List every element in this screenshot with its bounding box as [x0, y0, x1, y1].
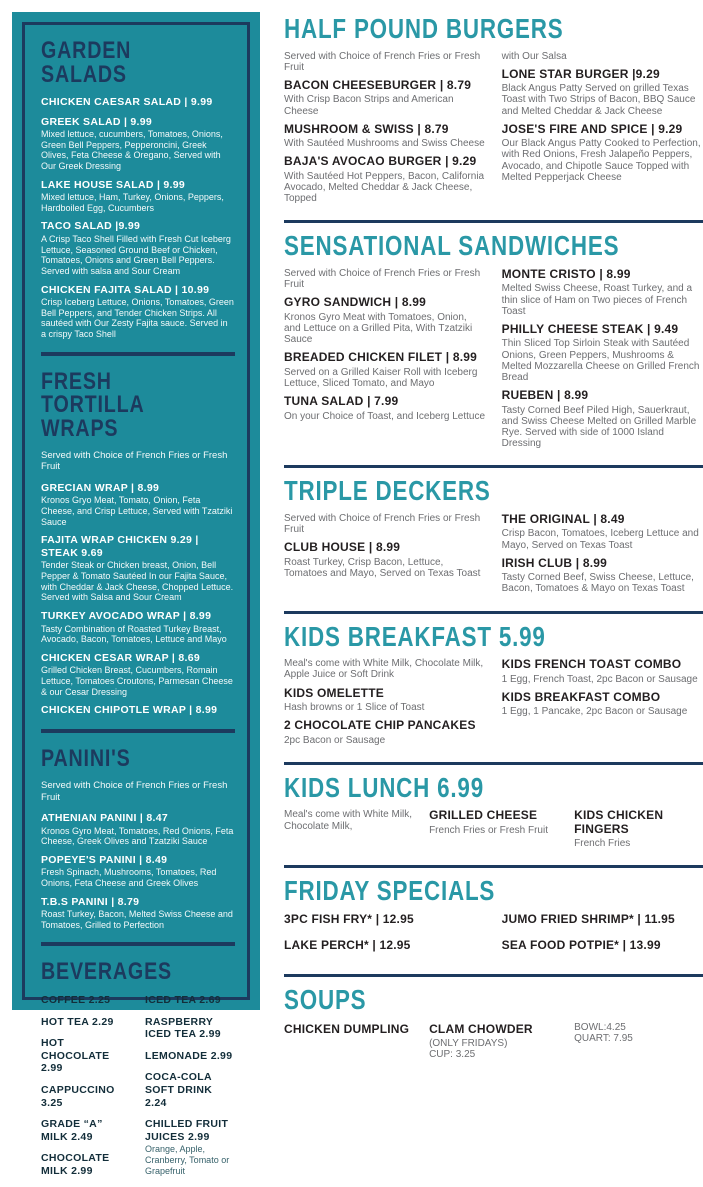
menu-section-soups — [284, 974, 703, 1072]
menu-item — [41, 1037, 131, 1075]
menu-item-name: GRILLED CHEESE — [429, 808, 538, 823]
menu-item-desc: Meal's come with White Milk, Chocolate Milk, — [284, 809, 413, 832]
menu-item-desc: Crisp Bacon, Tomatoes, Iceberg Lettuce and Mayo, Served on Texas Toast — [501, 528, 699, 551]
menu-item-desc: With Crisp Bacon Strips and American Cheese — [284, 94, 454, 117]
menu-item-name: RASPBERRY ICED TEA 2.99 — [145, 1015, 221, 1041]
column-2 — [502, 913, 703, 964]
menu-item — [284, 296, 486, 345]
section-heading-soups: SOUPS — [284, 983, 367, 1015]
menu-item — [41, 1084, 131, 1109]
menu-item-desc: 1 Egg, 1 Pancake, 2pc Bacon or Sausage — [501, 706, 688, 718]
menu-item — [284, 658, 486, 680]
menu-item-name: LEMONADE 2.99 — [145, 1049, 233, 1062]
menu-item — [41, 220, 235, 276]
right-sections-container — [284, 13, 703, 1072]
right-column — [284, 12, 703, 1061]
menu-item-name: CHILLED FRUIT JUICES 2.99 — [145, 1118, 229, 1143]
column-1 — [41, 994, 131, 1187]
menu-item-desc: Roast Turkey, Crisp Bacon, Lettuce, Tomatoes and Mayo, Served on Texas Toast — [284, 556, 481, 579]
menu-item-desc: Orange, Apple, Cranberry, Tomato or Grapefruit — [145, 1144, 230, 1176]
menu-item-name: CAPPUCCINO 3.25 — [41, 1083, 115, 1109]
menu-item-name: MONTE CRISTO | 8.99 — [501, 267, 631, 281]
menu-item — [145, 1016, 235, 1041]
menu-item — [41, 896, 235, 931]
menu-section-paninis — [41, 729, 235, 931]
menu-item-name: KIDS FRENCH TOAST COMBO — [501, 657, 682, 672]
menu-item-desc: with Our Salsa — [501, 50, 567, 62]
menu-item-desc: Tasty Combination of Roasted Turkey Breast, Avocado, Bacon, Tomatoes, Lettuce and Mayo — [41, 623, 227, 645]
menu-item — [502, 691, 703, 718]
menu-item — [284, 809, 413, 831]
section-intro: Served with Choice of French Fries or Fresh Fruit — [41, 780, 228, 803]
menu-item-desc: Tasty Corned Beef Piled High, Sauerkraut, and Swiss Cheese Melted on Grilled Marble Rye. Served with side of 1000 Island Dressing — [501, 404, 697, 450]
menu-item — [502, 123, 703, 183]
menu-item-name: BAJA'S AVOCAO BURGER | 9.29 — [284, 154, 477, 169]
column-2 — [429, 809, 558, 855]
menu-item — [41, 284, 235, 340]
menu-item-desc: Mixed lettuce, Ham, Turkey, Onions, Peppers, Hardboiled Egg, Cucumbers — [41, 192, 224, 213]
menu-item-desc: Melted Swiss Cheese, Roast Turkey, and a thin slice of Ham on Two pieces of French Toast — [501, 283, 693, 317]
menu-item-desc: Served with Choice of French Fries or Fresh Fruit — [284, 268, 481, 291]
section-columns — [284, 268, 703, 455]
menu-item — [502, 389, 703, 449]
menu-item-name: GYRO SANDWICH | 8.99 — [284, 295, 427, 310]
menu-item — [41, 1152, 131, 1177]
menu-item-desc: A Crisp Taco Shell Filled with Fresh Cut Iceberg Lettuce, Seasoned Ground Beef or Chicken, Tomatoes, Onions and Green Bell Peppers. Served with salsa and Sour Cream — [41, 234, 231, 276]
column-2 — [145, 994, 235, 1187]
menu-item-desc: Thin Sliced Top Sirloin Steak with Sautéed Onions, Green Peppers, Mushrooms & Melted Mozzarella Cheese on Grilled French Bread — [501, 338, 700, 383]
column-3 — [574, 809, 703, 855]
menu-item-name: 3PC FISH FRY* | 12.95 — [284, 912, 414, 927]
menu-item-desc: Kronos Gyro Meat, Tomatoes, Red Onions, Feta Cheese, Greek Olives and Tzatziki Sauce — [41, 825, 234, 847]
menu-item — [502, 557, 703, 595]
menu-item-name: CHICKEN FAJITA SALAD | 10.99 — [41, 283, 210, 296]
section-intro: Served with Choice of French Fries or Fresh Fruit — [41, 450, 228, 473]
column-3 — [574, 1022, 703, 1067]
section-heading-half-pound-burgers: HALF POUND BURGERS — [284, 13, 564, 44]
menu-item — [502, 513, 703, 551]
menu-item — [145, 1118, 235, 1176]
menu-item-name: CHICKEN DUMPLING — [284, 1021, 410, 1036]
section-heading-kids-breakfast: KIDS BREAKFAST 5.99 — [284, 620, 546, 652]
menu-item-name: GRECIAN WRAP | 8.99 — [41, 481, 160, 494]
menu-item — [284, 79, 486, 117]
menu-item-name: CHICKEN CHIPOTLE WRAP | 8.99 — [41, 704, 218, 717]
menu-item-desc: French Fries — [574, 838, 631, 850]
section-heading-kids-lunch: KIDS LUNCH 6.99 — [284, 771, 484, 803]
column-1 — [284, 809, 413, 855]
menu-item-name: ICED TEA 2.69 — [145, 993, 221, 1006]
menu-item — [41, 652, 235, 697]
menu-section-garden-salads — [41, 39, 235, 340]
menu-item-name: MUSHROOM & SWISS | 8.79 — [284, 121, 449, 136]
menu-item-desc: With Sautéed Hot Peppers, Bacon, California Avocado, Melted Cheddar & Jack Cheese, Topped — [284, 170, 485, 205]
menu-item-desc: Meal's come with White Milk, Chocolate Milk, Apple Juice or Soft Drink — [284, 658, 484, 681]
menu-item-name: GRADE “A” MILK 2.49 — [41, 1118, 103, 1143]
menu-item-name: SEA FOOD POTPIE* | 13.99 — [501, 937, 661, 952]
menu-item-name: CHICKEN CESAR WRAP | 8.69 — [41, 651, 201, 664]
menu-item — [284, 913, 486, 926]
menu-item-desc: Roast Turkey, Bacon, Melted Swiss Cheese and Tomatoes, Grilled to Perfection — [41, 909, 233, 930]
menu-item-desc: Served on a Grilled Kaiser Roll with Iceberg Lettuce, Sliced Tomato, and Mayo — [284, 366, 478, 389]
section-heading-garden-salads: GARDEN SALADS — [41, 37, 132, 88]
menu-section-friday-specials — [284, 865, 703, 969]
menu-item — [574, 1022, 703, 1044]
column-1 — [284, 268, 486, 455]
section-columns — [284, 658, 703, 752]
column-1 — [284, 1022, 413, 1067]
section-heading-fresh-tortilla-wraps: FRESH TORTILLA WRAPS — [41, 367, 144, 442]
section-columns — [284, 51, 703, 211]
column-2 — [502, 51, 703, 211]
column-1 — [284, 51, 486, 211]
menu-item — [41, 812, 235, 847]
panel-inner-border — [22, 22, 250, 1177]
menu-section-beverages — [41, 942, 235, 1186]
menu-item-name: COFFEE 2.25 — [41, 993, 111, 1006]
menu-item — [284, 351, 486, 389]
left-sections-container — [41, 39, 235, 1187]
menu-item-name: ATHENIAN PANINI | 8.47 — [41, 812, 169, 825]
menu-item-desc: French Fries or Fresh Fruit — [429, 824, 548, 836]
menu-item — [284, 51, 486, 73]
menu-item-name: CHICKEN CAESAR SALAD | 9.99 — [41, 96, 213, 109]
menu-section-triple-deckers — [284, 465, 703, 606]
menu-item-name: KIDS BREAKFAST COMBO — [501, 689, 661, 704]
menu-item-name: HOT TEA 2.29 — [41, 1015, 114, 1028]
menu-item-name: POPEYE'S PANINI | 8.49 — [41, 853, 168, 866]
menu-section-kids-lunch — [284, 762, 703, 862]
menu-item — [284, 541, 486, 579]
menu-item — [41, 1118, 131, 1143]
section-heading-paninis: PANINI'S — [41, 744, 131, 772]
menu-item — [284, 719, 486, 746]
menu-item-desc: Tender Steak or Chicken breast, Onion, Bell Pepper & Tomato Sautéed In our Fajita Sauce, with Cheddar & Jack Cheese, Chopped Lettuce. Served with Salsa and Sour Cream — [41, 560, 234, 603]
menu-section-fresh-tortilla-wraps — [41, 352, 235, 717]
menu-item — [284, 513, 486, 535]
menu-item-desc: Grilled Chicken Breast, Cucumbers, Romain Lettuce, Tomatoes Croutons, Parmesan Cheese & our Cesar Dressing — [41, 665, 233, 697]
menu-item-desc: On your Choice of Toast, and Iceberg Lettuce — [284, 410, 486, 422]
menu-item-name: TURKEY AVOCADO WRAP | 8.99 — [41, 609, 212, 622]
menu-item-name: CHOCOLATE MILK 2.99 — [41, 1152, 110, 1177]
menu-item — [41, 482, 235, 527]
column-2 — [502, 268, 703, 455]
menu-item — [41, 96, 235, 109]
section-columns — [284, 513, 703, 601]
menu-item — [145, 1050, 235, 1063]
menu-item-desc: Black Angus Patty Served on grilled Texas Toast with Two Strips of Bacon, BBQ Sauce and Melted Cheddar & Jack Cheese — [501, 83, 696, 117]
menu-item-name: 2 CHOCOLATE CHIP PANCAKES — [284, 718, 476, 733]
menu-item-name: COCA-COLA SOFT DRINK 2.24 — [145, 1071, 213, 1109]
section-heading-triple-deckers: TRIPLE DECKERS — [284, 475, 491, 507]
menu-item-name: T.B.S PANINI | 8.79 — [41, 895, 140, 908]
menu-item-name: THE ORIGINAL | 8.49 — [501, 511, 625, 526]
menu-section-sensational-sandwiches — [284, 220, 703, 461]
menu-item — [502, 268, 703, 317]
menu-item — [502, 913, 703, 926]
menu-item-desc: Served with Choice of French Fries or Fresh Fruit — [284, 512, 481, 536]
menu-item-name: PHILLY CHEESE STEAK | 9.49 — [501, 322, 679, 336]
menu-item — [41, 1016, 131, 1029]
menu-section-half-pound-burgers — [284, 13, 703, 216]
column-1 — [284, 913, 486, 964]
menu-item — [41, 854, 235, 889]
menu-item-name: TUNA SALAD | 7.99 — [284, 394, 399, 409]
menu-item-desc: (ONLY FRIDAYS) CUP: 3.25 — [429, 1037, 508, 1061]
menu-item-desc: Kronos Gryo Meat, Tomato, Onion, Feta Cheese, and Crisp Lettuce, Served with Tzatziki Sauce — [41, 495, 233, 527]
menu-item-desc: Kronos Gyro Meat with Tomatoes, Onion, and Lettuce on a Grilled Pita, With Tzatziki Sauce — [284, 311, 473, 346]
menu-item — [502, 68, 703, 117]
menu-item — [284, 268, 486, 290]
menu-item-name: CLUB HOUSE | 8.99 — [284, 540, 401, 555]
menu-item — [284, 939, 486, 952]
menu-item-name: BACON CHEESEBURGER | 8.79 — [284, 77, 472, 92]
menu-item — [41, 534, 235, 603]
menu-item — [41, 179, 235, 214]
menu-item-name: KIDS OMELETTE — [284, 685, 384, 700]
menu-item — [41, 610, 235, 645]
section-columns — [284, 809, 703, 855]
menu-item — [41, 704, 235, 717]
column-2 — [502, 513, 703, 601]
menu-item — [574, 809, 703, 849]
menu-item-desc: BOWL:4.25 QUART: 7.95 — [574, 1021, 633, 1044]
menu-item — [284, 687, 486, 714]
menu-item-name: TACO SALAD |9.99 — [41, 220, 141, 233]
menu-item-desc: Our Black Angus Patty Cooked to Perfection, with Red Onions, Fresh Jalapeño Peppers, Avocado, and Chipotle Sauce Topped with Melted Pepperjack Cheese — [501, 138, 701, 183]
menu-item-name: LONE STAR BURGER |9.29 — [501, 66, 660, 81]
menu-item-desc: Crisp Iceberg Lettuce, Onions, Tomatoes, Green Bell Peppers, and Tender Chicken Strips. All sautéed with Our Zesty Fajita sauce. Served in a crispy Taco Shell — [41, 297, 234, 339]
left-teal-panel — [12, 12, 260, 1177]
section-heading-beverages: BEVERAGES — [41, 958, 172, 986]
menu-item — [145, 994, 235, 1007]
menu-item-desc: With Sautéed Mushrooms and Swiss Cheese — [284, 138, 485, 150]
column-2 — [502, 658, 703, 752]
menu-item-name: KIDS CHICKEN FINGERS — [574, 808, 664, 836]
menu-item — [502, 323, 703, 383]
menu-item — [284, 1022, 413, 1036]
section-columns — [284, 913, 703, 964]
menu-item — [284, 155, 486, 204]
section-columns — [41, 994, 235, 1187]
menu-item-name: RUEBEN | 8.99 — [501, 388, 589, 403]
menu-item-name: LAKE PERCH* | 12.95 — [284, 937, 411, 952]
menu-item-name: HOT CHOCOLATE 2.99 — [41, 1037, 110, 1075]
menu-item-desc: Tasty Corned Beef, Swiss Cheese, Lettuce, Bacon, Tomatoes & Mayo on Texas Toast — [501, 572, 694, 595]
menu-item-name: GREEK SALAD | 9.99 — [41, 115, 153, 128]
menu-item-name: IRISH CLUB | 8.99 — [501, 555, 608, 570]
section-heading-friday-specials: FRIDAY SPECIALS — [284, 875, 496, 907]
menu-item — [502, 658, 703, 685]
menu-item-name: BREADED CHICKEN FILET | 8.99 — [284, 350, 477, 365]
column-2 — [429, 1022, 558, 1067]
menu-item-name: JOSE'S FIRE AND SPICE | 9.29 — [501, 121, 683, 136]
menu-item-desc: 1 Egg, French Toast, 2pc Bacon or Sausage — [501, 673, 698, 685]
menu-item — [502, 51, 703, 62]
menu-item-name: FAJITA WRAP CHICKEN 9.29 | STEAK 9.69 — [41, 534, 199, 559]
menu-item-name: LAKE HOUSE SALAD | 9.99 — [41, 178, 186, 191]
menu-item-desc: 2pc Bacon or Sausage — [284, 734, 386, 746]
menu-item — [41, 116, 235, 172]
menu-item — [145, 1071, 235, 1109]
menu-section-kids-breakfast — [284, 611, 703, 758]
menu-item — [502, 939, 703, 952]
column-1 — [284, 658, 486, 752]
column-1 — [284, 513, 486, 601]
menu-item — [429, 809, 558, 836]
menu-item — [41, 994, 131, 1007]
menu-item-desc: Hash browns or 1 Slice of Toast — [284, 702, 425, 713]
menu-item-desc: Fresh Spinach, Mushrooms, Tomatoes, Red Onions, Feta Cheese and Greek Olives — [41, 867, 217, 889]
section-heading-sensational-sandwiches: SENSATIONAL SANDWICHES — [284, 230, 620, 262]
menu-item-name: JUMO FRIED SHRIMP* | 11.95 — [501, 912, 675, 927]
section-columns — [284, 1022, 703, 1067]
menu-item-name: CLAM CHOWDER — [429, 1021, 533, 1036]
menu-item — [429, 1022, 558, 1061]
menu-item — [284, 123, 486, 150]
menu-item — [284, 395, 486, 422]
menu-item-desc: Served with Choice of French Fries or Fresh Fruit — [284, 50, 481, 73]
menu-item-desc: Mixed lettuce, cucumbers, Tomatoes, Onions, Green Bell Peppers, Pepperoncini, Greek Olives, Feta Cheese & Oregano, Served with Our Greek Dressing — [41, 129, 223, 172]
